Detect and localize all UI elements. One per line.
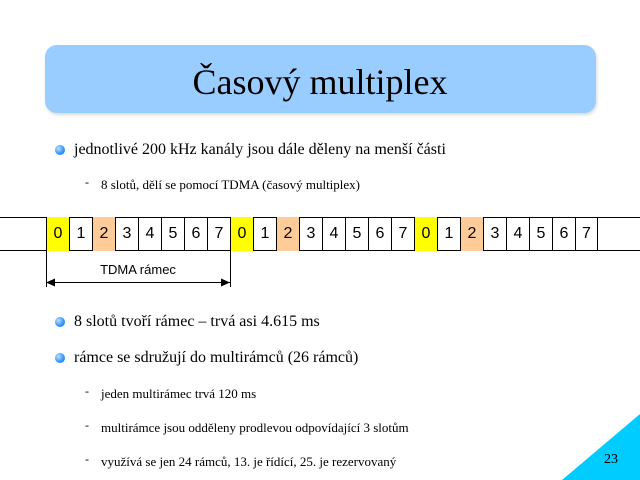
tdma-slot: 6: [368, 217, 391, 251]
sub-bullet-text-1: 8 slotů, dělí se pomocí TDMA (časový multiplex): [101, 177, 361, 192]
tdma-slot: 5: [161, 217, 184, 251]
tdma-slot: 6: [552, 217, 575, 251]
tdma-slot: 3: [115, 217, 138, 251]
bullet-dot-icon: [55, 145, 65, 155]
bullet-text-2: 8 slotů tvoří rámec – trvá asi 4.615 ms: [74, 313, 320, 330]
arrow-right-icon: [221, 278, 231, 287]
tdma-slot: 4: [138, 217, 161, 251]
arrow-left-icon: [46, 278, 56, 287]
tdma-slot: 2: [460, 217, 483, 251]
tdma-slot: 2: [276, 217, 299, 251]
tdma-slot: 1: [437, 217, 460, 251]
tdma-slot: 0: [46, 217, 69, 251]
tdma-slot-diagram: [0, 217, 640, 251]
tdma-slot: 3: [299, 217, 322, 251]
tdma-frame-label: TDMA rámec: [100, 262, 176, 277]
tdma-slot: 1: [253, 217, 276, 251]
tdma-slot: 5: [345, 217, 368, 251]
bullet-text-3: rámce se sdružují do multirámců (26 rámců): [74, 349, 359, 366]
tdma-slot: 7: [207, 217, 230, 251]
sub-bullet-text-2: jeden multirámec trvá 120 ms: [101, 386, 257, 401]
sub-bullet-text-3: multirámce jsou odděleny prodlevou odpovídající 3 slotům: [101, 420, 409, 435]
bullet-dot-icon: [55, 317, 65, 327]
tdma-slot: 4: [322, 217, 345, 251]
slide-title: Časový multiplex: [192, 62, 448, 102]
sub-bullet-text-4: využívá se jen 24 rámců, 13. je řídící, 25. je rezervovaný: [101, 454, 397, 469]
tdma-slot: 7: [575, 217, 598, 251]
tdma-slot: 6: [184, 217, 207, 251]
bullet-text-1: jednotlivé 200 kHz kanály jsou dále děleny na menší části: [74, 141, 446, 158]
tdma-slot: 1: [69, 217, 92, 251]
page-number: 23: [604, 452, 618, 467]
sub-bullet-dash-icon: -: [85, 418, 89, 432]
sub-bullet-dash-icon: -: [85, 452, 89, 466]
sub-bullet-dash-icon: -: [85, 384, 89, 398]
bullet-dot-icon: [55, 353, 65, 363]
tdma-slot: 3: [483, 217, 506, 251]
tdma-slot: 2: [92, 217, 115, 251]
corner-decoration: [562, 414, 640, 480]
frame-arrow-line: [47, 282, 230, 283]
tdma-slot: 4: [506, 217, 529, 251]
sub-bullet-dash-icon: -: [85, 175, 89, 189]
tdma-slot: 5: [529, 217, 552, 251]
tdma-slot: 0: [414, 217, 437, 251]
tdma-slot: 0: [230, 217, 253, 251]
tdma-slot: 7: [391, 217, 414, 251]
